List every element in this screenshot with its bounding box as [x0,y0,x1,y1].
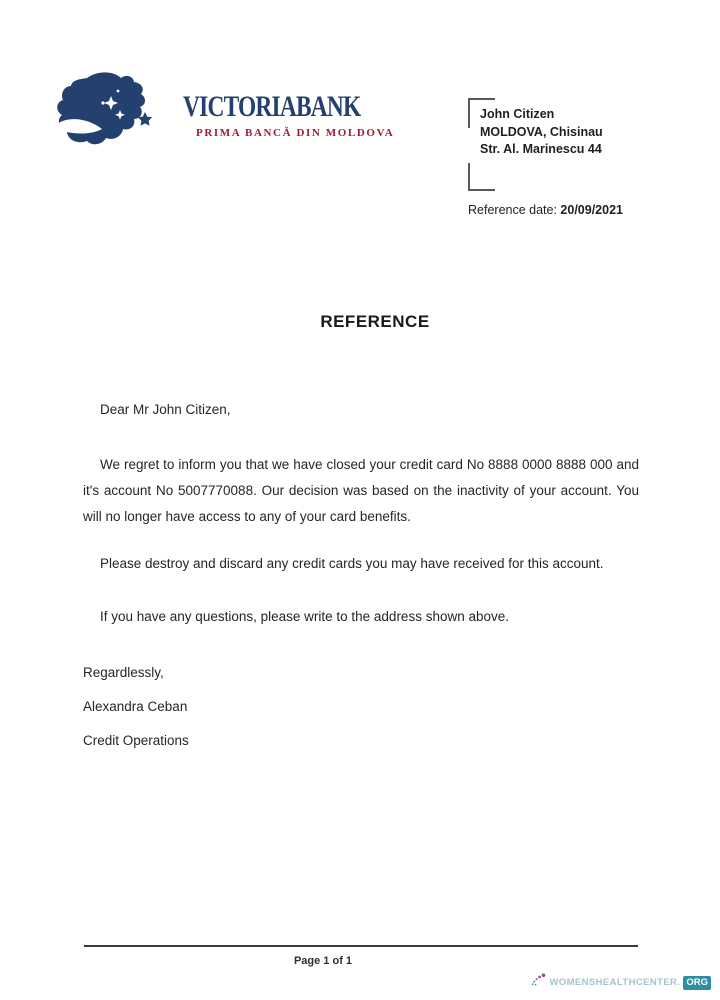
bison-logo-icon [53,133,165,150]
signer-department: Credit Operations [83,733,189,748]
recipient-country-city: MOLDOVA, Chisinau [480,124,603,139]
reference-date-value: 20/09/2021 [560,203,623,217]
paragraph-line: will no longer have access to any of your card benefits. [83,509,411,524]
paragraph-line: We regret to inform you that we have closed your credit card No 8888 0000 8888 000 and [100,457,639,472]
watermark [531,973,711,992]
signer-name: Alexandra Ceban [83,699,188,714]
watermark-org-badge: ORG [683,976,711,990]
brand-tagline: PRIMA BANCĂ DIN MOLDOVA [196,127,395,139]
closing: Regardlessly, [83,665,164,680]
watermark-dots-icon [531,973,546,992]
salutation: Dear Mr John Citizen, [100,402,231,417]
watermark-text: WOMENSHEALTHCENTER. [549,977,681,988]
page-number: Page 1 of 1 [293,955,353,967]
brand-name-victoria: VICTORIA [183,90,296,123]
recipient-street: Str. Al. Marinescu 44 [480,142,602,156]
brand-name-bank: BANK [295,90,361,123]
recipient-address-block [480,106,603,159]
victoriabank-logo [53,70,165,151]
envelope-window-mark-bottom [468,163,495,191]
brand-name [183,90,361,124]
reference-date [468,203,623,217]
recipient-name: John Citizen [480,107,555,121]
reference-date-label: Reference date: [468,203,561,217]
paragraph-card-closure [83,452,639,530]
footer-divider [84,945,638,947]
paragraph-questions: If you have any questions, please write to the address shown above. [100,609,510,624]
letter-title: REFERENCE [320,312,430,331]
paragraph-line: it's account No 5007770088. Our decision was based on the inactivity of your account. You [83,483,639,498]
brand-text-block [183,90,395,139]
paragraph-destroy-cards: Please destroy and discard any credit cards you may have received for this account. [100,556,604,571]
